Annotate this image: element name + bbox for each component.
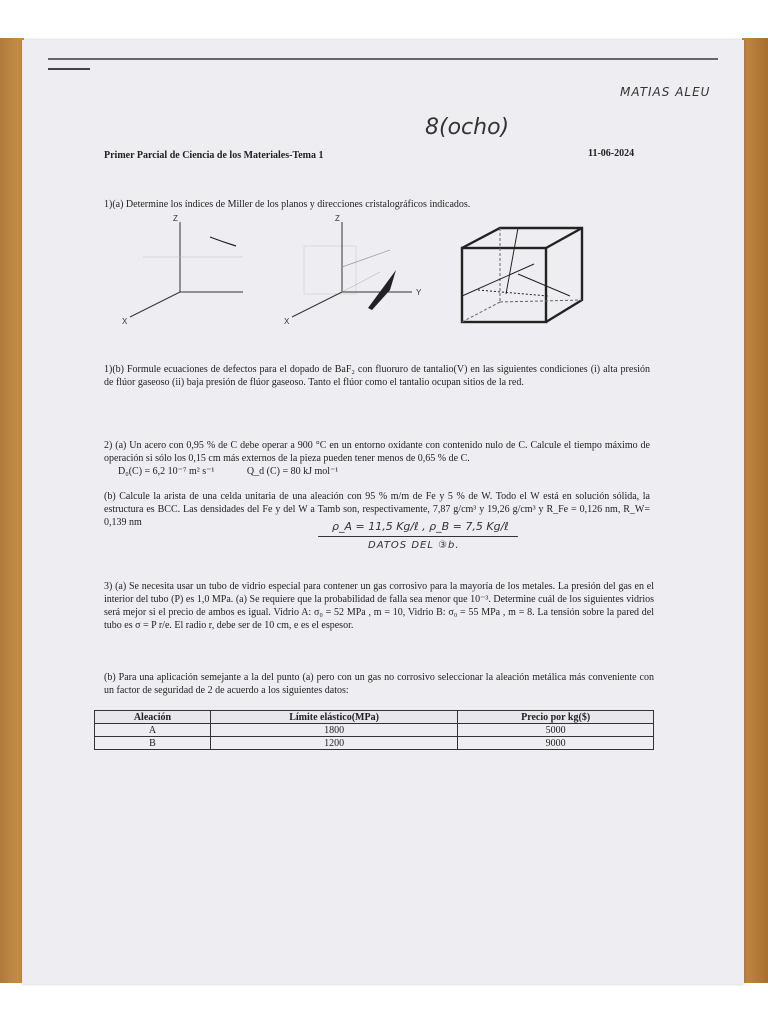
diffusion-d0: D₀(C) = 6,2 10⁻⁷ m² s⁻¹ — [118, 466, 215, 477]
handwritten-reference: DATOS DEL ③b. — [368, 540, 460, 551]
background-table-right — [742, 38, 768, 983]
background-table-left — [0, 38, 24, 983]
exam-title: Primer Parcial de Ciencia de los Materiales-Tema 1 — [104, 150, 324, 161]
diffusion-data — [118, 466, 368, 477]
question-1a: 1)(a) Determine los índices de Miller de los planos y direcciones cristalográficos indicados. — [104, 199, 471, 210]
axis-z-label-2: Z — [335, 214, 340, 223]
question-2b: (b) Calcule la arista de una celda unitaria de una aleación con 95 % m/m de Fe y 5 % de W. Todo el W está en solución sólida, la estructura es BCC. Las densidades del Fe y del W a Tamb son, respectivamente, 7,87 g/cm³ y 19,26 g/cm³ y R_Fe = 0,126 nm, R_W= 0,139 nm — [104, 491, 650, 528]
question-3a: 3) (a) Se necesita usar un tubo de vidrio especial para contener un gas corrosivo para la mayoría de los metales. La presión del gas en el interior del tubo (P) es 1,0 MPa. (a) Se requiere que la probabilidad de falla sea menor que 10⁻³. Determine cuál de los siguientes vidrios será mejor si el precio de ambos es igual. Vidrio A: σ₀ = 52 MPa , m = 10, Vidrio B: σ₀ = 55 MPa , m = 8. La tensión sobre la pared del tubo es σ = P r/e. El radio r, debe ser de 10 cm, e es el espesor. — [104, 581, 654, 631]
handwritten-densities: ρ_A = 11,5 Kg/ℓ , ρ_B = 7,5 Kg/ℓ — [332, 520, 509, 533]
table-cell: B — [95, 737, 211, 750]
question-2a: 2) (a) Un acero con 0,95 % de C debe operar a 900 °C en un entorno oxidante con contenido nulo de C. Calcule el tiempo máximo de operación si sólo los 0,15 cm más externos de la pieza pueden tener menos de 0,65 % de C. — [104, 440, 650, 464]
table-header: Precio por kg($) — [458, 711, 654, 724]
top-rule — [48, 58, 718, 60]
table-header-row — [95, 711, 654, 724]
table-cell: 5000 — [458, 724, 654, 737]
grade-note: 8(ocho) — [425, 115, 510, 140]
axis-x-label: X — [122, 317, 128, 326]
alloy-table — [94, 710, 654, 750]
table-cell: 9000 — [458, 737, 654, 750]
student-name: MATIAS ALEU — [620, 85, 711, 99]
table-cell: 1800 — [210, 724, 457, 737]
figure-cube — [458, 224, 590, 326]
top-dash — [48, 68, 90, 70]
question-1b: 1)(b) Formule ecuaciones de defectos para el dopado de BaF₂ con fluoruro de tantalio(V) en las siguientes condiciones (i) alta presión de flúor gaseoso (ii) baja presión de flúor gaseoso. Tanto el flúor como el tantalio ocupan sitios de la red. — [104, 364, 650, 388]
handwritten-underline — [318, 536, 518, 537]
axis-x-label-2: X — [284, 317, 290, 326]
activation-energy: Q_d (C) = 80 kJ mol⁻¹ — [246, 466, 339, 477]
table-row — [95, 724, 654, 737]
figure-axes-1 — [118, 212, 248, 330]
table-row — [95, 737, 654, 750]
table-header: Aleación — [95, 711, 211, 724]
table-cell: A — [95, 724, 211, 737]
axis-z-label: Z — [173, 214, 178, 223]
question-3b: (b) Para una aplicación semejante a la del punto (a) pero con un gas no corrosivo seleccionar la aleación metálica más conveniente con un factor de seguridad de 2 de acuerdo a los siguientes datos: — [104, 672, 654, 696]
exam-date: 11-06-2024 — [588, 148, 635, 159]
axis-y-label: Y — [416, 288, 422, 297]
table-header: Límite elástico(MPa) — [210, 711, 457, 724]
table-cell: 1200 — [210, 737, 457, 750]
figure-axes-2 — [280, 212, 430, 330]
